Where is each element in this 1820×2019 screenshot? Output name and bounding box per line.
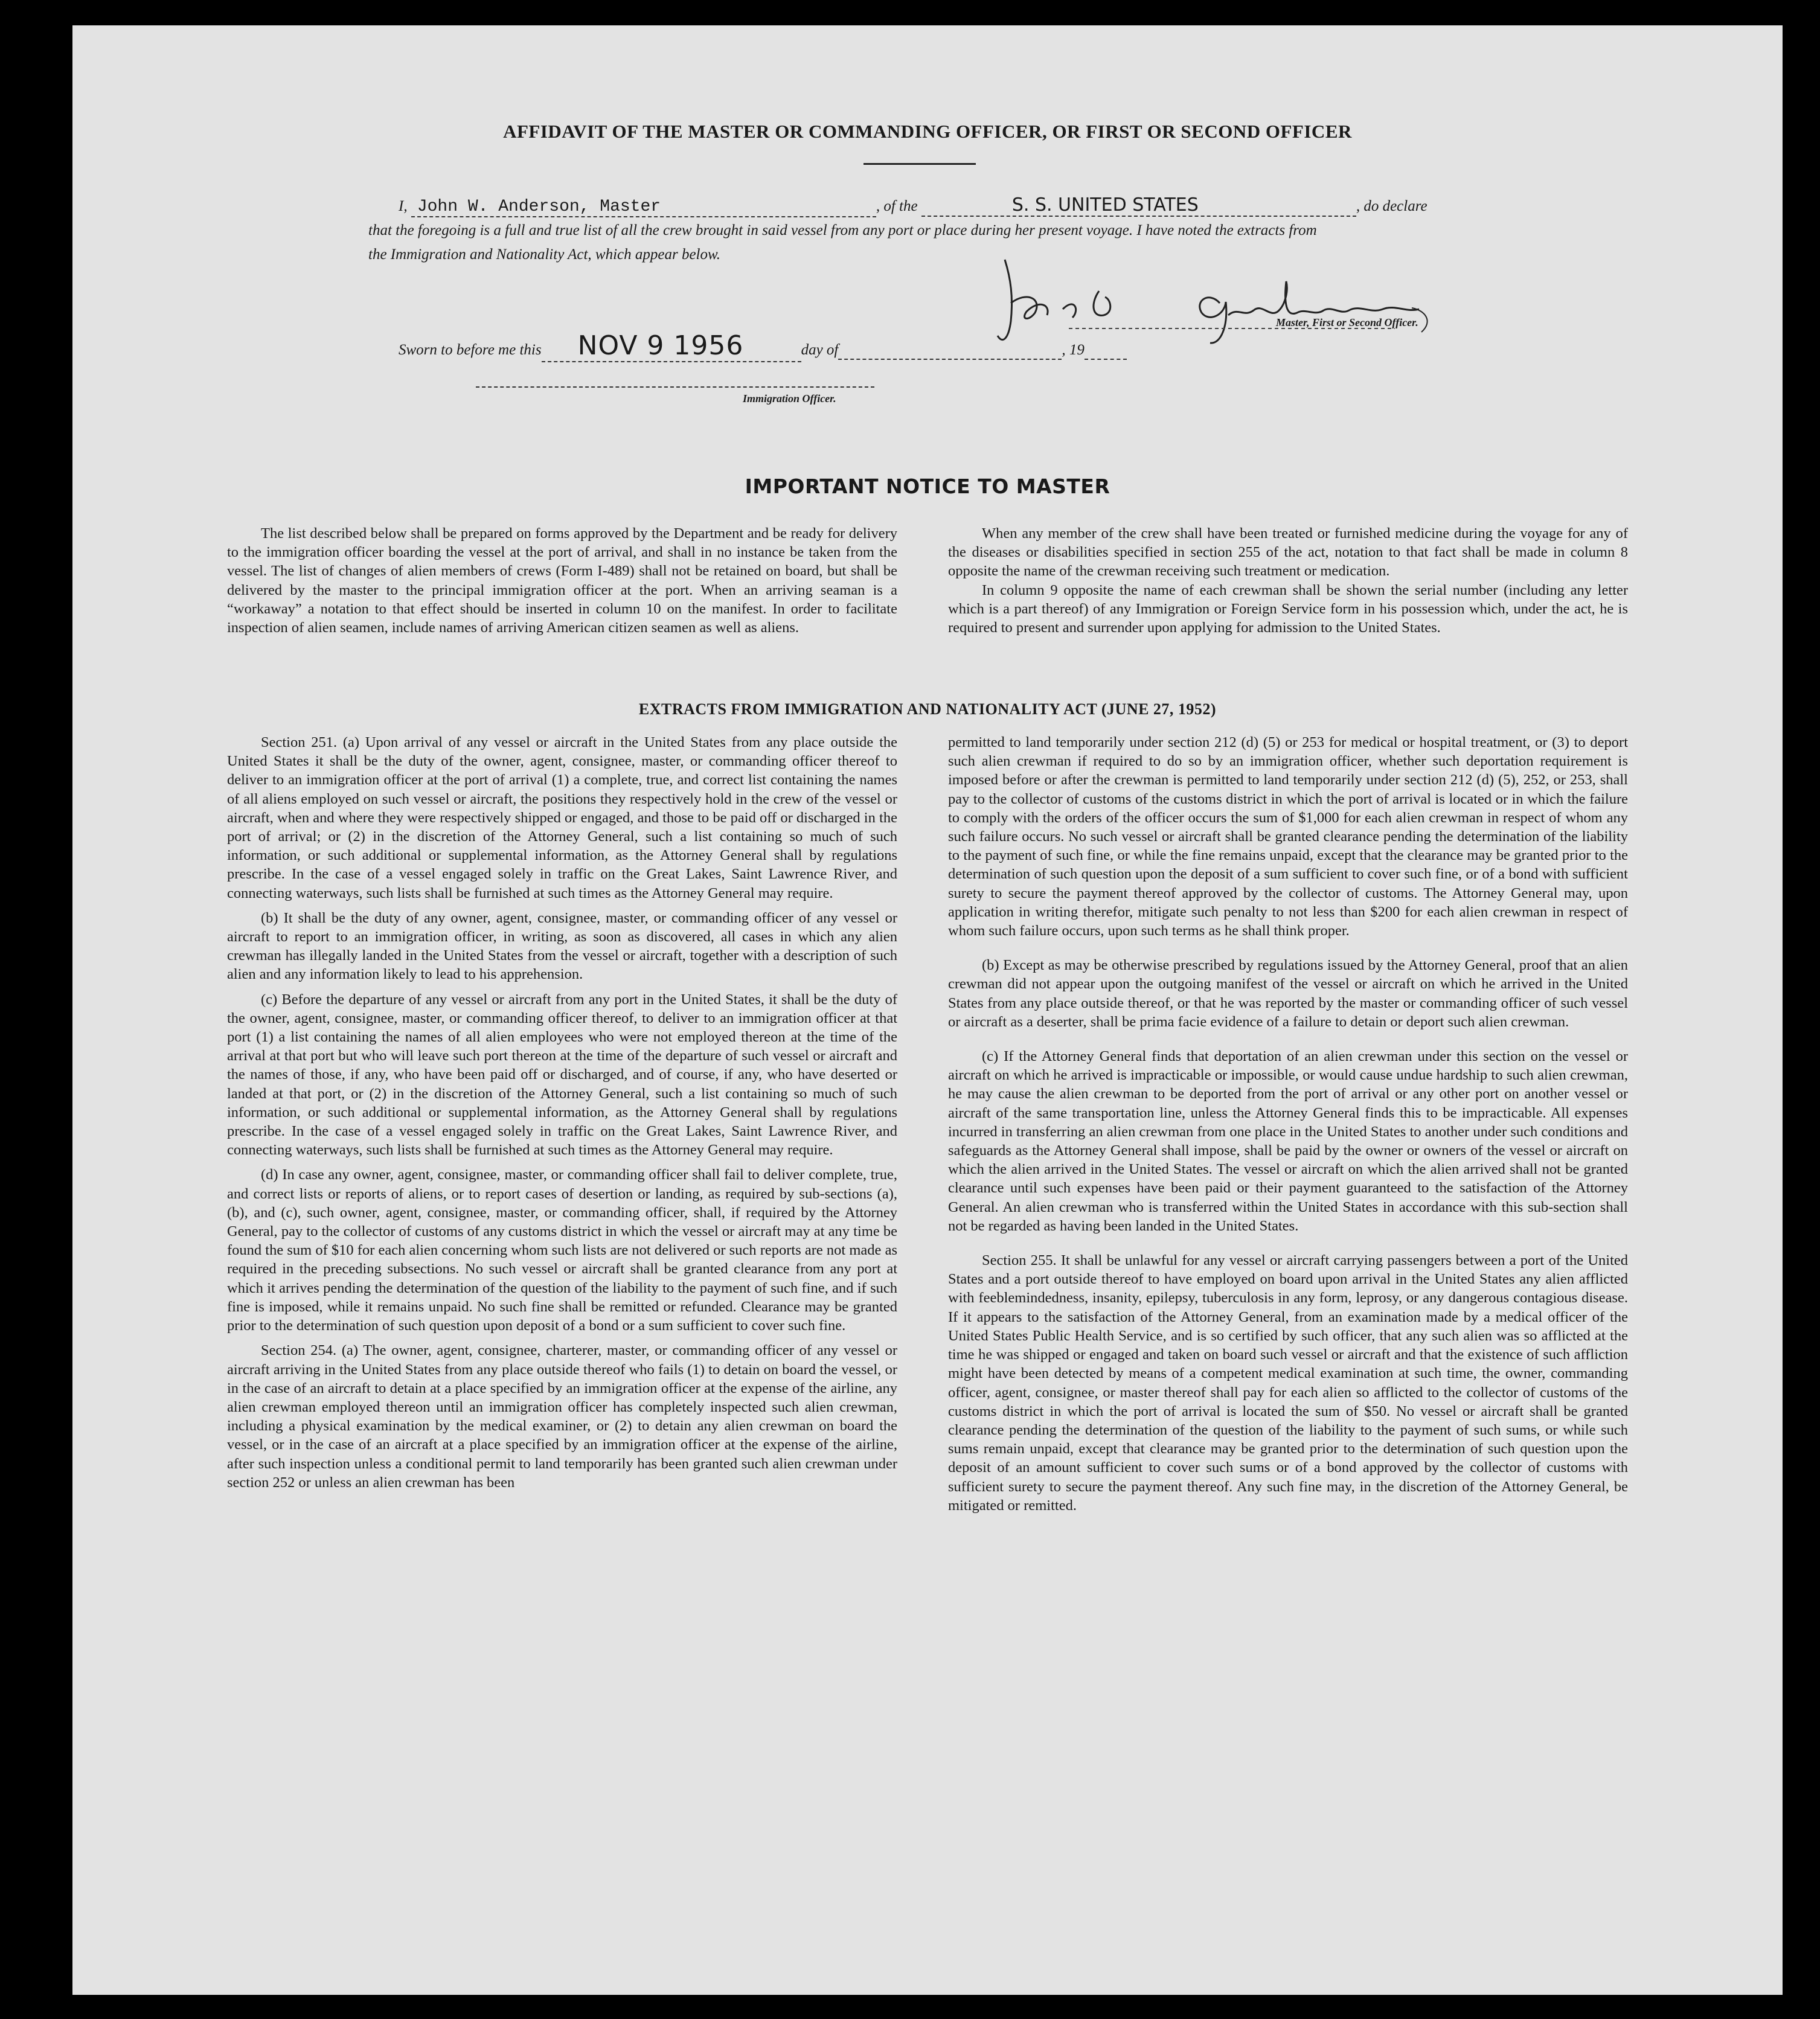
notice-paragraph: When any member of the crew shall have been treated or furnished medicine during the voyage for any of the diseases or disabilities specified in section 255 of the act, notation to that fact shall be made in column 8 opposite the name of the crewman receiving such treatment or medication. [948,525,1628,580]
notice-right-column [948,524,1628,637]
declaration-line-1: that the foregoing is a full and true list of all the crew brought in said vessel from any port or place during her present voyage. I have noted the extracts from [368,222,1317,238]
section-255: Section 255. It shall be unlawful for any vessel or aircraft carrying passengers between a port of the United States and a port outside thereof to have employed on board upon arrival in the United States any alien afflicted with feeblemindedness, insanity, epilepsy, tuberculosis in any form, leprosy, or any dangerous contagious disease. If it appears to the satisfaction of the Attorney General, from an examination made by a medical officer of the United States Public Health Service, and is so certified by such officer, that any such alien was so afflicted at the time he was shipped or engaged and taken on board such vessel or aircraft and that the existence of such affliction might have been detected by means of a competent medical examination at such time, the owner, commanding officer, agent, consignee, or master thereof shall pay for each alien so afflicted to the collector of customs of the customs district in which the port of arrival is located the sum of $50. No vessel or aircraft shall be granted clearance pending the determination of the question of the liability to the payment of such sums, or while such sums remain unpaid, except that clearance may be granted prior to the determination of such question upon the deposit of an amount sufficient to cover such sums or of a bond approved by the collector of customs with sufficient surety to secure the payment thereof. Any such fine may, in the discretion of the Attorney General, be mitigated or remitted. [948,1252,1628,1514]
section-254a: Section 254. (a) The owner, agent, consignee, charterer, master, or commanding officer of any vessel or aircraft arriving in the United States from any place outside thereof who fails (1) to detain on board the vessel, or in the case of an aircraft to detain at a place specified by an immigration officer at the expense of the airline, any alien crewman employed thereon until an immigration officer has completely inspected such alien crewman, including a physical examination by the medical examiner, or (2) to detain any alien crewman on board the vessel, or in the case of an aircraft at a place specified by an immigration officer at the expense of the airline, after such inspection unless a conditional permit to land temporarily has been granted such alien crewman under section 252 or unless an alien crewman has been [227,1342,897,1491]
sworn-date-stamp: NOV 9 1956 [542,330,801,362]
officer-caption: Immigration Officer. [743,392,836,405]
notice-paragraph: In column 9 opposite the name of each crewman shall be shown the serial number (including any letter which is a part thereof) of any Immigration or Foreign Service form in his possession which, under the act, he is required to present and surrender upon applying for admission to the United States. [948,581,1628,636]
title-divider [864,163,976,165]
vessel-name-field: S. S. UNITED STATES [921,194,1356,217]
declaration-line-2: the Immigration and Nationality Act, which appear below. [368,246,721,263]
section-251a: Section 251. (a) Upon arrival of any vessel or aircraft in the United States from any place outside the United States it shall be the duty of the owner, agent, consignee, master, or commanding officer thereof to deliver to an immigration officer at the port of arrival (1) a complete, true, and correct list containing the names of all aliens employed on such vessel or aircraft, the positions they respectively hold in the crew of the vessel or aircraft, when and where they were respectively shipped or engaged, and those to be paid off or discharged in the port of arrival; or (2) in the discretion of the Attorney General, such a list containing so much of such information, or such additional or supplemental information, as the Attorney General shall by regulations prescribe. In the case of a vessel engaged solely in traffic on the Great Lakes, Saint Lawrence River, and connecting waterways, such lists shall be furnished at such times as the Attorney General may require. [227,734,897,901]
notice-paragraph: The list described below shall be prepared on forms approved by the Department and be ready for delivery to the immigration officer boarding the vessel at the port of arrival, and shall in no instance be taken from the vessel. The list of changes of alien members of crews (Form I-489) shall not be retained on board, but shall be delivered by the master to the principal immigration officer at the port. When an arriving seaman is a “workaway” a notation to that effect should be inserted in column 10 on the manifest. In order to facilitate inspection of alien seamen, include names of arriving American citizen seamen as well as aliens. [227,525,897,636]
section-251d: (d) In case any owner, agent, consignee, master, or commanding officer shall fail to deliver complete, true, and correct lists or reports of aliens, or to report cases of desertion or landing, as required by sub-sections (a), (b), and (c), such owner, agent, consignee, master, or commanding officer, shall, if required by the Attorney General, pay to the collector of customs of any customs district in which the vessel or aircraft may at any time be found the sum of $10 for each alien concerning whom such lists are not delivered or such reports are not made as required in the preceding subsections. No such vessel or aircraft shall be granted clearance from any port at which it arrives pending the determination of the question of the liability to the payment of such fine, and if such fine is imposed, while it remains unpaid. No such fine shall be remitted or refunded. Clearance may be granted prior to the determination of such question upon deposit of a bond or a sum sufficient to cover such fine. [227,1166,897,1334]
document-page [72,25,1783,1995]
affidavit-title: AFFIDAVIT OF THE MASTER OR COMMANDING OFFICER, OR FIRST OR SECOND OFFICER [503,121,1352,142]
of-the-label: , of the [876,198,918,214]
section-254a-continued: permitted to land temporarily under section 212 (d) (5) or 253 for medical or hospital treatment, or (3) to deport such alien crewman if required to do so by an immigration officer, whether such deportation requirement is imposed before or after the crewman is permitted to land temporarily under section 212 (d) (5), 252, or 253, shall pay to the collector of customs of the customs district in which the port of arrival is located or in which the failure to comply with the orders of the officer occurs the sum of $1,000 for each alien crewman in respect of whom any such failure occurs. No such vessel or aircraft shall be granted clearance pending the determination of the liability to the payment of such fine, or while the fine remains unpaid, except that the clearance may be granted prior to the determination of such question upon the deposit of a sum sufficient to cover such fine, or of a bond with sufficient surety to secure the payment thereof approved by the collector of customs. The Attorney General may, upon application in writing therefor, mitigate such penalty to not less than $200 for each alien crewman in respect of whom such failure occurs, upon such terms as he shall think proper. [948,734,1628,939]
month-field [838,342,1062,360]
i-label: I, [399,198,408,214]
section-251b: (b) It shall be the duty of any owner, agent, consignee, master, or commanding officer of any vessel or aircraft to report to an immigration officer, in writing, as soon as discovered, all cases in which any alien crewman has illegally landed in the United States from the vessel or aircraft, together with a description of such alien and any information likely to lead to his apprehension. [227,909,897,983]
notice-left-column [227,524,897,643]
extracts-title: EXTRACTS FROM IMMIGRATION AND NATIONALITY ACT (JUNE 27, 1952) [638,700,1217,718]
day-of-label: day of [801,342,839,358]
declarant-name-field: John W. Anderson, Master [411,197,876,217]
year-field [1085,342,1127,360]
extracts-left-column [227,733,897,1498]
section-254c: (c) If the Attorney General finds that deportation of an alien crewman under this section on the vessel or aircraft on which he arrived is impracticable or impossible, or would cause undue hardship to such alien crewman, he may cause the alien crewman to be deported from the port of arrival or any other port on another vessel or aircraft of the same transportation line, unless the Attorney General finds this to be impracticable. All expenses incurred in transferring an alien crewman from one place in the United States to another under such conditions and safeguards as the Attorney General shall impose, shall be paid by the owner or owners of the vessel or aircraft on which the alien arrived in the United States. The vessel or aircraft on which the alien arrived shall not be granted clearance until such expenses have been paid or their payment guaranteed to the satisfaction of the Attorney General. An alien crewman who is transferred within the United States in accordance with this sub-section shall not be regarded as having been landed in the United States. [948,1048,1628,1234]
section-254b: (b) Except as may be otherwise prescribed by regulations issued by the Attorney General, proof that an alien crewman did not appear upon the outgoing manifest of the vessel or aircraft on which he arrived in the United States from any place outside thereof, or that he was reported by the master or commanding officer of such vessel or aircraft as a deserter, shall be prima facie evidence of a failure to detain or deport such alien crewman. [948,957,1628,1030]
sworn-label: Sworn to before me this [399,342,542,358]
officer-signature-line [476,386,874,388]
do-declare-label: , do declare [1356,198,1427,214]
section-251c: (c) Before the departure of any vessel or aircraft from any port in the United States, it shall be the duty of the owner, agent, consignee, master, or commanding officer thereof, to deliver to an immigration officer at that port (1) a list containing the names of all alien employees who were not employed thereon at the time of the arrival at that port but who will leave such port thereon at the time of the departure of such vessel or aircraft and the names of those, if any, who have been paid off or discharged, and of course, if any, who have deserted or landed at that port, or (2) in the discretion of the Attorney General, such a list containing so much of such information, or such additional or supplemental information, as the Attorney General shall by regulations prescribe. In the case of a vessel engaged solely in traffic on the Great Lakes, Saint Lawrence River, and connecting waterways, such lists shall be furnished at such times as the Attorney General may require. [227,991,897,1159]
notice-title: IMPORTANT NOTICE TO MASTER [745,475,1110,498]
signature-caption: Master, First or Second Officer. [1276,316,1418,328]
extracts-right-column [948,733,1628,1521]
sworn-line [399,330,1127,362]
affidavit-declarant-line [399,194,1552,217]
year-label: , 19 [1062,342,1085,358]
